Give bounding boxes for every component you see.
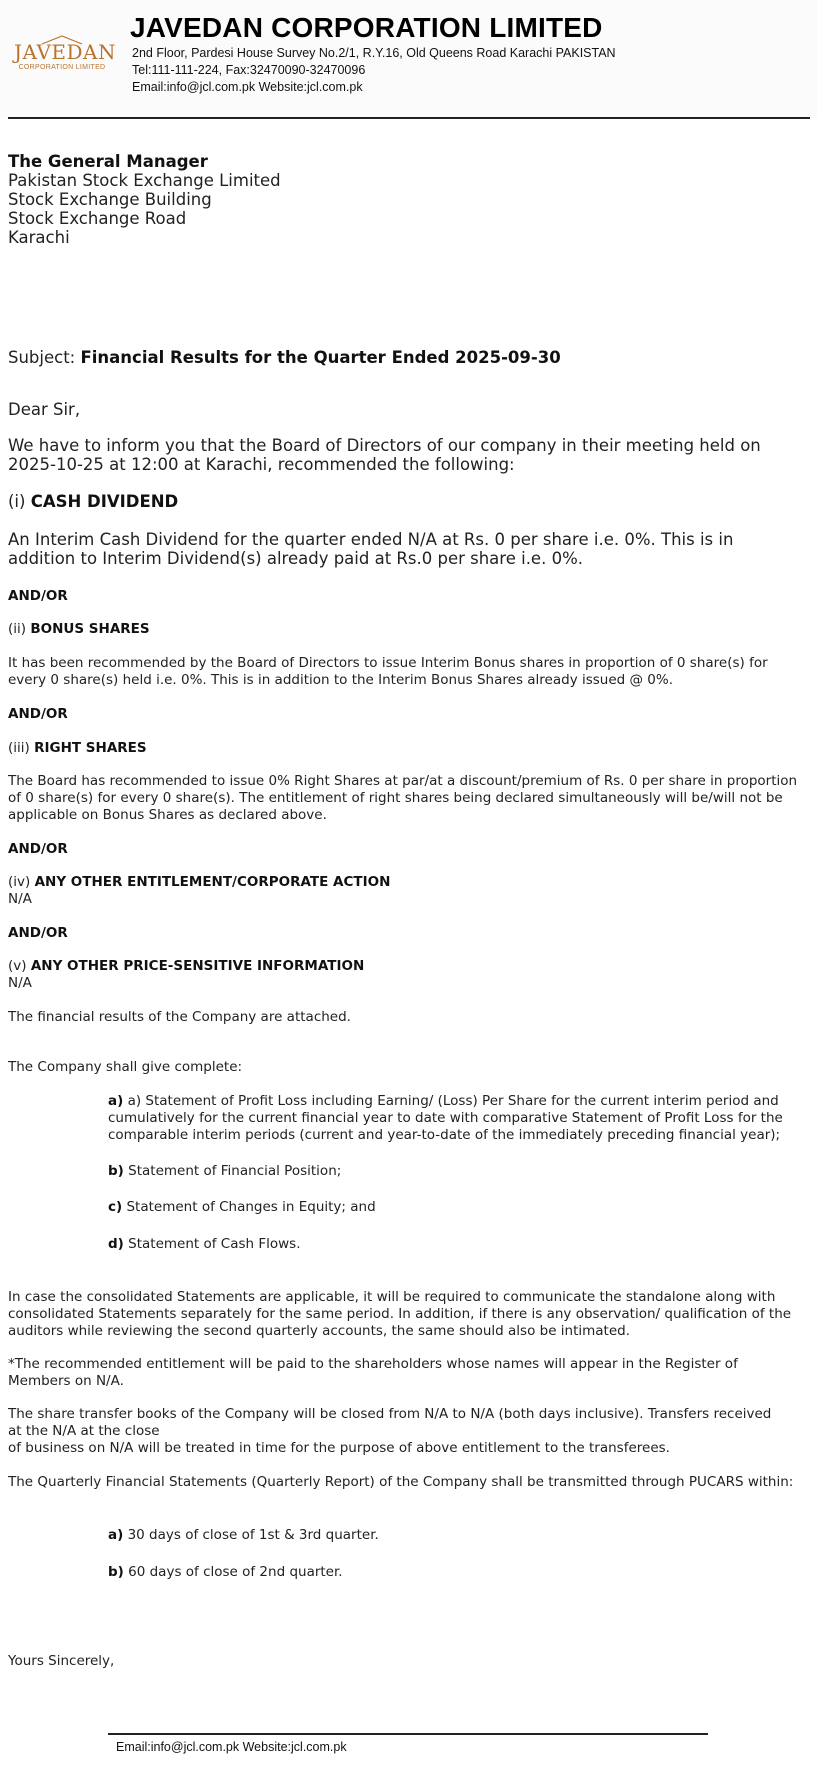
andor-label: AND/OR xyxy=(8,706,68,722)
intro-paragraph: We have to inform you that the Board of Directors of our company in their meeting held on 2025-10-25 at 12:00 at Karachi, recommended the following: xyxy=(8,436,761,474)
greeting: Dear Sir, xyxy=(8,400,81,419)
section-number: (i) xyxy=(8,492,26,511)
list-marker: b) xyxy=(108,1163,124,1179)
list-marker: d) xyxy=(108,1236,124,1252)
transfer-books-line: The share transfer books of the Company will be closed from N/A to N/A (both days inclusive). Transfers received xyxy=(8,1406,772,1422)
price-sensitive-text: N/A xyxy=(8,975,32,991)
list-marker: a) xyxy=(108,1093,124,1109)
list-text: Statement of Financial Position; xyxy=(128,1163,342,1179)
deadline-item xyxy=(108,1564,798,1581)
list-marker: a) xyxy=(108,1527,124,1543)
right-shares-heading xyxy=(8,740,147,756)
company-email-web: Email:info@jcl.com.pk Website:jcl.com.pk xyxy=(132,80,363,94)
andor-label: AND/OR xyxy=(8,841,68,857)
logo-text: JAVEDAN xyxy=(14,40,116,64)
bonus-shares-heading xyxy=(8,621,150,637)
footer-email-web: Email:info@jcl.com.pk Website:jcl.com.pk xyxy=(116,1740,347,1754)
section-title: CASH DIVIDEND xyxy=(30,492,179,511)
company-phone-fax: Tel:111-111-224, Fax:32470090-32470096 xyxy=(132,63,366,77)
quarterly-paragraph: The Quarterly Financial Statements (Quarterly Report) of the Company shall be transmitted through PUCARS within: xyxy=(8,1474,794,1490)
header-divider xyxy=(8,117,810,119)
bonus-shares-text: It has been recommended by the Board of Directors to issue Interim Bonus shares in proportion of 0 share(s) for every 0 share(s) held i.e. 0%. This is in addition to the Interim Bonus Shares already issued @ 0%. xyxy=(8,655,768,688)
footer-divider xyxy=(108,1733,708,1735)
section-title: ANY OTHER PRICE-SENSITIVE INFORMATION xyxy=(30,958,365,974)
subject-text: Financial Results for the Quarter Ended 2025-09-30 xyxy=(80,348,561,367)
transfer-books-line: of business on N/A will be treated in time for the purpose of above entitlement to the transferees. xyxy=(8,1440,670,1456)
list-text: 30 days of close of 1st & 3rd quarter. xyxy=(127,1527,379,1543)
section-number: (iii) xyxy=(8,740,30,756)
subject xyxy=(8,348,561,367)
list-marker: c) xyxy=(108,1199,123,1215)
recipient-line: Stock Exchange Building xyxy=(8,190,212,209)
section-title: ANY OTHER ENTITLEMENT/CORPORATE ACTION xyxy=(34,874,391,890)
recipient-line: Pakistan Stock Exchange Limited xyxy=(8,171,281,190)
transfer-books-line: at the N/A at the close xyxy=(8,1423,160,1439)
list-text: Statement of Cash Flows. xyxy=(128,1236,301,1252)
section-number: (v) xyxy=(8,958,27,974)
deadline-item xyxy=(108,1527,798,1544)
price-sensitive-heading xyxy=(8,958,364,974)
list-marker: b) xyxy=(108,1564,124,1580)
give-complete: The Company shall give complete: xyxy=(8,1059,243,1075)
cash-dividend-text: An Interim Cash Dividend for the quarter ended N/A at Rs. 0 per share i.e. 0%. This is in addition to Interim Dividend(s) already paid at Rs.0 per share i.e. 0%. xyxy=(8,530,734,568)
statement-item xyxy=(108,1236,798,1253)
entitlement-note: *The recommended entitlement will be paid to the shareholders whose names will appear in the Register of Members on N/A. xyxy=(8,1356,738,1389)
results-attached: The financial results of the Company are attached. xyxy=(8,1009,351,1025)
recipient-title: The General Manager xyxy=(8,152,208,171)
statement-item xyxy=(108,1163,798,1180)
andor-label: AND/OR xyxy=(8,588,68,604)
list-text: 60 days of close of 2nd quarter. xyxy=(128,1564,343,1580)
logo-subtext: CORPORATION LIMITED xyxy=(18,64,106,71)
other-entitlement-heading xyxy=(8,874,390,890)
right-shares-text: The Board has recommended to issue 0% Right Shares at par/at a discount/premium of Rs. 0 per share in proportion of 0 share(s) for every 0 share(s). The entitlement of right shares being declared simultaneously will be/will not be applicable on Bonus Shares as declared above. xyxy=(8,773,798,823)
section-title: RIGHT SHARES xyxy=(34,740,147,756)
recipient-line: Stock Exchange Road xyxy=(8,209,187,228)
company-address: 2nd Floor, Pardesi House Survey No.2/1, R.Y.16, Old Queens Road Karachi PAKISTAN xyxy=(132,46,616,60)
section-number: (ii) xyxy=(8,621,27,637)
company-name: JAVEDAN CORPORATION LIMITED xyxy=(130,12,603,43)
section-number: (iv) xyxy=(8,874,31,890)
andor-label: AND/OR xyxy=(8,925,68,941)
other-entitlement-text: N/A xyxy=(8,891,32,907)
subject-label: Subject: xyxy=(8,348,76,367)
statement-item xyxy=(108,1093,798,1144)
recipient-line: Karachi xyxy=(8,228,70,247)
statement-item xyxy=(108,1199,798,1216)
consolidated-paragraph: In case the consolidated Statements are applicable, it will be required to communicate the standalone along with consolidated Statements separately for the same period. In addition, if there is any observation/ qualification of the auditors while reviewing the second quarterly accounts, the same should also be intimated. xyxy=(8,1289,792,1339)
closing: Yours Sincerely, xyxy=(8,1653,115,1669)
section-title: BONUS SHARES xyxy=(30,621,150,637)
list-text: Statement of Changes in Equity; and xyxy=(126,1199,376,1215)
list-text: a) Statement of Profit Loss including Earning/ (Loss) Per Share for the current interim period and cumulatively for the current financial year to date with comparative Statement of Profit Loss for the comparable interim periods (current and year-to-date of the immediately preceding financial year); xyxy=(108,1093,783,1143)
cash-dividend-heading xyxy=(8,492,178,511)
